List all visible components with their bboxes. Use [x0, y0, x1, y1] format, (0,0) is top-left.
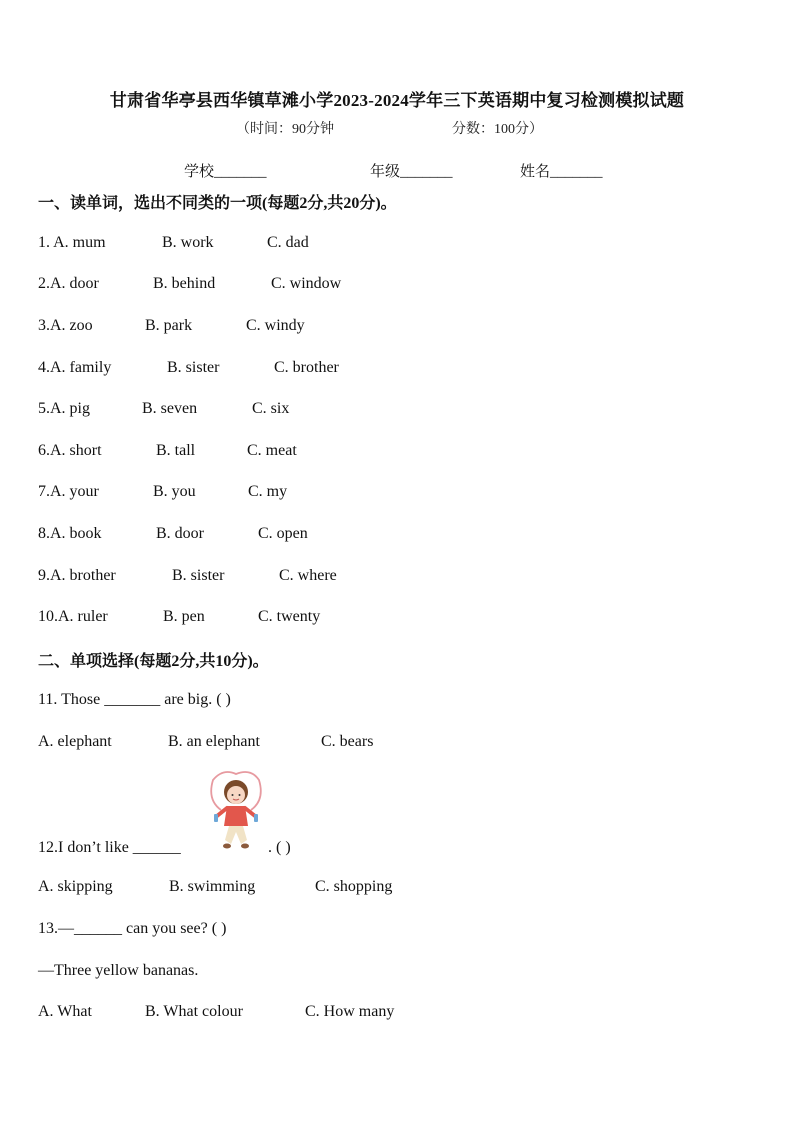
q12-stem-end: . ( )	[268, 839, 291, 856]
girl-skipping-illustration	[203, 770, 269, 856]
q2-option-b: B. behind	[153, 275, 216, 292]
q4-option-c: C. brother	[274, 359, 339, 376]
q12-stem: 12.I don’t like ______	[38, 839, 181, 856]
q13-option-c: C. How many	[305, 1003, 395, 1020]
exam-time: （时间：90分钟	[236, 122, 334, 137]
q3-option-a: 3.A. zoo	[38, 317, 93, 334]
q4-option-b: B. sister	[167, 359, 220, 376]
q2-option-c: C. window	[271, 275, 342, 292]
q9-option-b: B. sister	[172, 567, 225, 584]
school-field: 学校_______	[184, 164, 267, 180]
q1-option-c: C. dad	[267, 234, 309, 251]
q10-option-b: B. pen	[163, 608, 205, 625]
q8-option-a: 8.A. book	[38, 525, 102, 542]
grade-field: 年级_______	[370, 164, 453, 180]
q1-option-a: 1. A. mum	[38, 234, 106, 251]
q9-option-a: 9.A. brother	[38, 567, 116, 584]
q13-answer-line: —Three yellow bananas.	[38, 962, 199, 979]
q11-option-a: A. elephant	[38, 733, 112, 750]
q6-option-a: 6.A. short	[38, 442, 102, 459]
q6-option-c: C. meat	[247, 442, 297, 459]
section-2-title: 二、单项选择(每题2分,共10分)。	[38, 653, 269, 670]
q5-option-b: B. seven	[142, 400, 198, 417]
q8-option-c: C. open	[258, 525, 308, 542]
name-field: 姓名_______	[520, 164, 603, 180]
q7-option-b: B. you	[153, 483, 196, 500]
section-1-title: 一、读单词，选出不同类的一项(每题2分,共20分)。	[38, 195, 397, 212]
q12-option-c: C. shopping	[315, 878, 393, 895]
q6-option-b: B. tall	[156, 442, 196, 459]
q5-option-c: C. six	[252, 400, 290, 417]
q4-option-a: 4.A. family	[38, 359, 112, 376]
q7-option-c: C. my	[248, 483, 288, 500]
q13-option-b: B. What colour	[145, 1003, 243, 1020]
q8-option-b: B. door	[156, 525, 204, 542]
exam-title: 甘肃省华亭县西华镇草滩小学2023-2024学年三下英语期中复习检测模拟试题	[109, 91, 685, 110]
exam-score: 分数：100分）	[452, 122, 543, 137]
q13-option-a: A. What	[38, 1003, 92, 1020]
q7-option-a: 7.A. your	[38, 483, 99, 500]
q3-option-b: B. park	[145, 317, 193, 334]
q1-option-b: B. work	[162, 234, 214, 251]
q11-option-c: C. bears	[321, 733, 374, 750]
q10-option-c: C. twenty	[258, 608, 321, 625]
q12-option-a: A. skipping	[38, 878, 113, 895]
q9-option-c: C. where	[279, 567, 337, 584]
q2-option-a: 2.A. door	[38, 275, 99, 292]
q11-stem: 11. Those _______ are big. ( )	[38, 691, 231, 708]
q13-stem: 13.—______ can you see? ( )	[38, 920, 227, 937]
q10-option-a: 10.A. ruler	[38, 608, 108, 625]
q5-option-a: 5.A. pig	[38, 400, 90, 417]
q11-option-b: B. an elephant	[168, 733, 260, 750]
q3-option-c: C. windy	[246, 317, 305, 334]
q12-option-b: B. swimming	[169, 878, 256, 895]
